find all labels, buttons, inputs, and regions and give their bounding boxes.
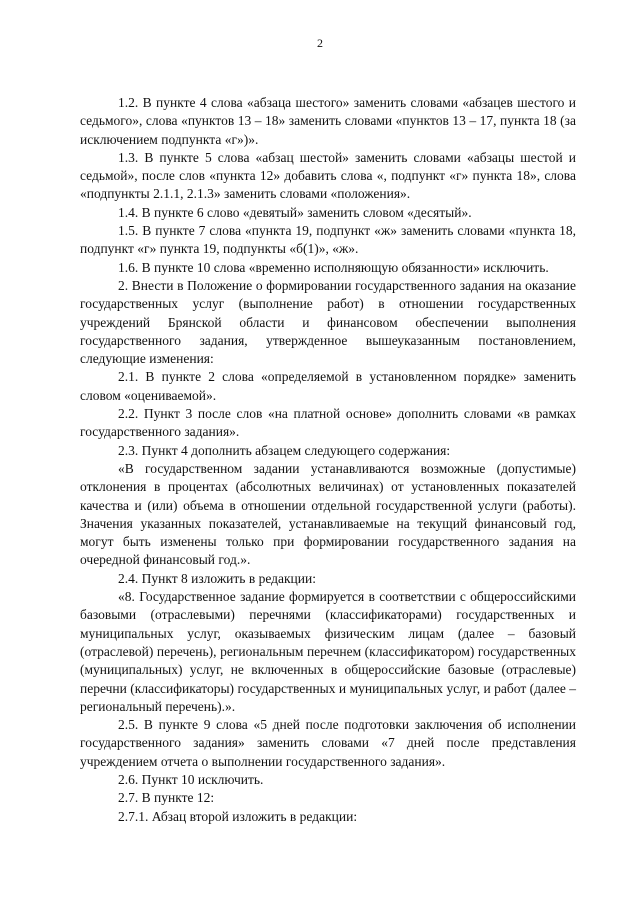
- paragraph: 1.6. В пункте 10 слова «временно исполняющую обязанности» исключить.: [118, 259, 549, 275]
- paragraph: 2.3. Пункт 4 дополнить абзацем следующего содержания:: [118, 442, 451, 458]
- paragraph: 2.4. Пункт 8 изложить в редакции:: [118, 570, 316, 586]
- paragraph: 2.1. В пункте 2 слова «определяемой в установленном порядке» заменить словом «оцениваемой».: [80, 369, 576, 403]
- paragraph: 2.7. В пункте 12:: [118, 790, 215, 806]
- paragraph: 2. Внести в Положение о формировании государственного задания на оказание государственных услуг (выполнение работ) в отношении государственных учреждений Брянской области и финансовом обеспечении выполнения государственного задания, утвержденное вышеуказанным постановлением, следующие изменения:: [80, 277, 576, 367]
- paragraph: «В государственном задании устанавливаются возможные (допустимые) отклонения в процентах (абсолютных величинах) от установленных показателей качества и (или) объема в отношении отдельной государственной услуги (работы). Значения указанных показателей, устанавливаемые на текущий финансовый год, могут быть изменены только при формировании государственного задания на очередной финансовый год.».: [80, 460, 576, 568]
- paragraph: 2.7.1. Абзац второй изложить в редакции:: [118, 808, 358, 824]
- paragraph: 1.3. В пункте 5 слова «абзац шестой» заменить словами «абзацы шестой и седьмой», после слов «пункта 12» добавить слова «, подпункт «г» пункта 18», слова «подпункты 2.1.1, 2.1.3» заменить словами «положения».: [80, 149, 576, 202]
- paragraph: 2.2. Пункт 3 после слов «на платной основе» дополнить словами «в рамках государственного задания».: [80, 406, 576, 440]
- paragraph: 1.2. В пункте 4 слова «абзаца шестого» заменить словами «абзацев шестого и седьмого», слова «пунктов 13 – 18» заменить словами «пунктов 13 – 17, пункта 18 (за исключением подпункта «г»)».: [80, 95, 576, 147]
- paragraph: 1.4. В пункте 6 слово «девятый» заменить словом «десятый».: [118, 204, 472, 220]
- paragraph: 2.6. Пункт 10 исключить.: [118, 771, 264, 787]
- page-number: 2: [317, 36, 323, 50]
- document-body: [80, 94, 576, 826]
- paragraph: 1.5. В пункте 7 слова «пункта 19, подпункт «ж» заменить словами «пункта 18, подпункт «г» пункта 19, подпункты «б(1)», «ж».: [80, 223, 576, 257]
- paragraph: 2.5. В пункте 9 слова «5 дней после подготовки заключения об исполнении государственного задания» заменить словами «7 дней после представления учреждением отчета о выполнении государственного задания».: [80, 717, 576, 769]
- paragraph: «8. Государственное задание формируется в соответствии с общероссийскими базовыми (отраслевыми) перечнями (классификаторами) государственных и муниципальных услуг, оказываемых физическим лицам (далее – базовый (отраслевой) перечень), региональным перечнем (классификатором) государственных (муниципальных) услуг, не включенных в общероссийские базовые (отраслевые) перечни (классификаторы) государственных и муниципальных услуг, и работ (далее – региональный перечень).».: [80, 589, 576, 714]
